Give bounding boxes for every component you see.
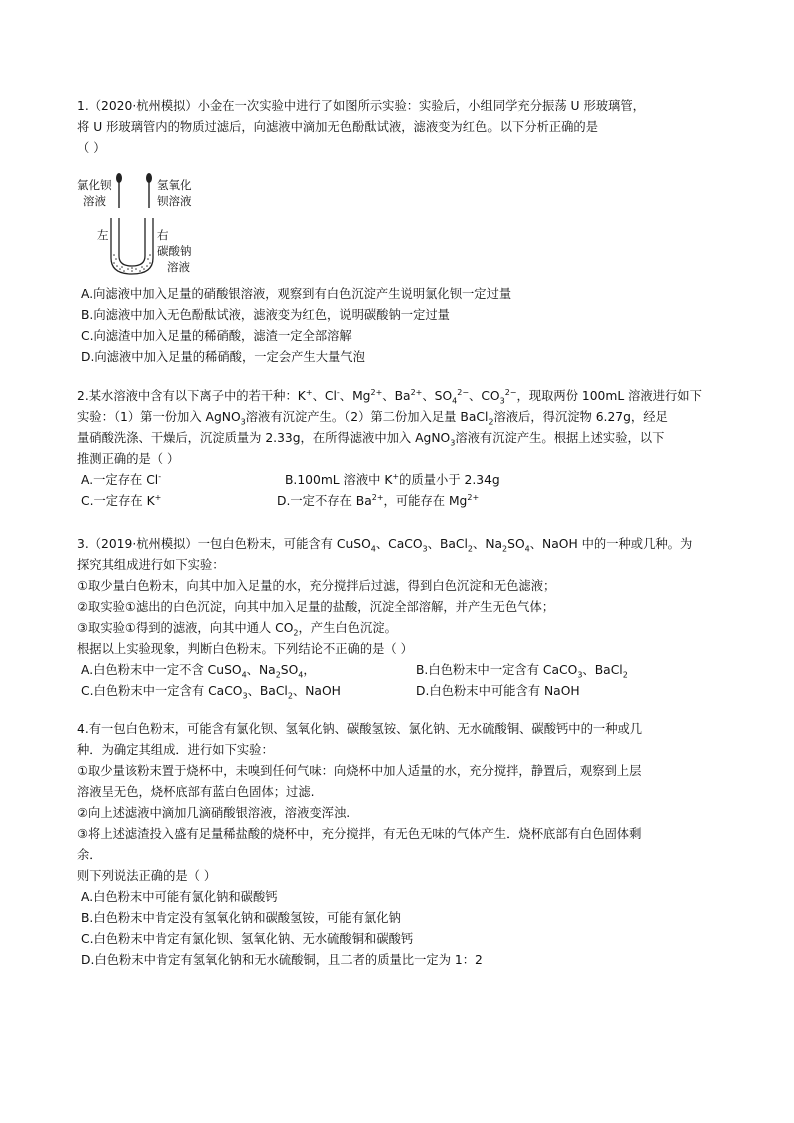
q1-stem-line-2: 将 U 形玻璃管内的物质过滤后，向滤液中滴加无色酚酞试液，滤液变为红色。以下分析正确的是: [77, 120, 598, 134]
q4-option-d[interactable]: D.白色粉末中肯定有氢氧化钠和无水硫酸铜，且二者的质量比一定为 1：2: [81, 953, 483, 967]
sub: 3: [422, 544, 428, 554]
q4-step-3b: 余．: [77, 848, 102, 862]
q2-stem-line-4: 推测正确的是（ ）: [77, 452, 180, 466]
u-tube-figure: [77, 170, 207, 280]
q2-option-c[interactable]: [81, 494, 161, 508]
q2-stem-line-3: [77, 428, 717, 449]
q3-text: ，产生白色沉淀。: [298, 621, 397, 635]
q3-stem-line-1: [77, 534, 717, 555]
q2-text: 溶液后，得沉淀物 6.27g，经足: [493, 410, 668, 424]
q3-stem-line-6: 根据以上实验现象，判断白色粉末。下列结论不正确的是（ ）: [77, 642, 413, 656]
label-barium-hydroxide-1: 氢氧化: [157, 178, 192, 192]
q3-option-a[interactable]: [81, 663, 316, 680]
label-barium-hydroxide-2: 钡溶液: [157, 194, 192, 208]
q4-question: 则下列说法正确的是（ ）: [77, 869, 217, 883]
q3-text: 3.（2019·杭州模拟）一包白色粉末，可能含有 CuSO: [77, 537, 371, 551]
q2-text: 、Ba: [382, 389, 411, 403]
u-tube-inner: [119, 218, 145, 266]
q4-stem-line-2: 种．为确定其组成．进行如下实验：: [77, 743, 274, 757]
sub: 2: [275, 670, 281, 680]
q4-step-1b: 溶液呈无色，烧杯底部有蓝白色固体；过滤.: [77, 785, 315, 799]
sub: 2: [488, 417, 494, 427]
q1-stem-line-3: （ ）: [77, 141, 106, 155]
sup: +: [154, 492, 162, 502]
sub: 4: [370, 544, 376, 554]
sub: 2: [467, 544, 474, 554]
q3-text: ③取实验①得到的滤液，向其中通人 CO: [77, 621, 294, 635]
q1-option-c[interactable]: C.向滤渣中加入足量的稀硝酸，滤渣一定全部溶解: [81, 329, 352, 343]
sup: +: [392, 471, 400, 481]
q2-text: 2.某水溶液中含有以下离子中的若干种：K: [77, 389, 306, 403]
sup: 2+: [370, 387, 383, 397]
q2-text: 、SO: [422, 389, 453, 403]
sup: 2+: [467, 492, 480, 502]
q2-text: ，可能存在 Mg: [383, 494, 468, 508]
sub: 4: [524, 544, 530, 554]
q2-stem-line-1: [77, 386, 717, 407]
q2-text: 的质量小于 2.34g: [399, 473, 500, 487]
q4-step-2: ②向上述滤液中滴加几滴硝酸银溶液，溶液变浑浊.: [77, 806, 351, 820]
q4-option-c[interactable]: C.白色粉末中肯定有氯化钡、氢氧化钠、无水硫酸铜和碳酸钙: [81, 932, 414, 946]
q4-option-b[interactable]: B.白色粉末中肯定没有氢氧化钠和碳酸氢铵，可能有氯化钠: [81, 911, 401, 925]
sub: 3: [499, 396, 505, 406]
question-2: [77, 386, 717, 512]
label-sodium-carbonate-2: 溶液: [167, 260, 190, 274]
q3-step-3: [77, 618, 717, 639]
q3-step-2: ②取实验①滤出的白色沉淀，向其中加入足量的盐酸，沉淀全部溶解，并产生无色气体；: [77, 600, 555, 614]
q2-text: 溶液有沉淀产生。（2）第二份加入足量 BaCl: [245, 410, 489, 424]
question-3: [77, 534, 717, 702]
q3-text: C.白色粉末中一定含有 CaCO: [81, 684, 243, 698]
q3-text: 、BaCl: [582, 663, 623, 677]
q3-text: 、Na: [246, 663, 276, 677]
q1-options: [77, 284, 717, 368]
sub: 3: [242, 691, 248, 701]
q3-options-row-1: [77, 660, 717, 681]
q2-text: 、CO: [469, 389, 500, 403]
q4-step-3a: ③将上述滤渣投入盛有足量稀盐酸的烧杯中，充分搅拌，有无色无味的气体产生．烧杯底部有白色固体剩: [77, 827, 642, 841]
sup: 2+: [410, 387, 423, 397]
q3-options-row-2: [77, 681, 717, 702]
q3-text: 、CaCO: [375, 537, 423, 551]
q3-step-1: ①取少量白色粉末，向其中加入足量的水，充分搅拌后过滤，得到白色沉淀和无色滤液；: [77, 579, 556, 593]
label-right-side: 右: [157, 228, 169, 242]
q4-stem-line-1: 4.有一包白色粉末，可能含有氯化钡、氢氧化钠、碳酸氢铵、氯化钠、无水硫酸铜、碳酸钙中的一种或几: [77, 722, 643, 736]
q3-option-d[interactable]: D.白色粉末中可能含有 NaOH: [416, 684, 580, 698]
q2-text: D.一定不存在 Ba: [277, 494, 372, 508]
q2-text: 溶液有沉淀产生。根据上述实验，以下: [455, 431, 665, 445]
label-barium-chloride-1: 氯化钡: [77, 178, 112, 192]
q1-option-d[interactable]: D.向滤液中加入足量的稀硝酸，一定会产生大量气泡: [81, 350, 365, 364]
q2-text: B.100mL 溶液中 K: [285, 473, 393, 487]
sup: 2+: [371, 492, 384, 502]
q2-option-a[interactable]: [81, 473, 161, 487]
sup: 2−: [504, 387, 517, 397]
sup: +: [305, 387, 313, 397]
q3-option-b[interactable]: [416, 660, 628, 681]
question-1: [77, 96, 717, 159]
sub: 2: [287, 691, 293, 701]
label-barium-chloride-2: 溶液: [83, 194, 106, 208]
sub: 4: [452, 396, 458, 406]
q2-text: C.一定存在 K: [81, 494, 155, 508]
sub: 2: [622, 670, 628, 680]
q1-stem-line-1: 1.（2020·杭州模拟）小金在一次实验中进行了如图所示实验：实验后，小组同学充分振荡 U 形玻璃管，: [77, 99, 645, 113]
q2-text: ，现取两份 100mL 溶液进行如下: [516, 389, 702, 403]
label-left-side: 左: [97, 228, 109, 242]
question-4: [77, 719, 717, 971]
q3-text: SO: [280, 663, 299, 677]
label-sodium-carbonate-1: 碳酸钠: [157, 244, 192, 258]
q2-text: 、Mg: [339, 389, 371, 403]
sub: 2: [502, 544, 508, 554]
q2-text: A.一定存在 Cl: [81, 473, 159, 487]
q3-text: 、NaOH 中的一种或几种。为: [529, 537, 693, 551]
q2-options-row-1: [77, 470, 717, 491]
right-dropper-bulb: [146, 173, 152, 183]
q3-text: ，: [303, 663, 316, 677]
sub: 4: [298, 670, 304, 680]
q3-option-c[interactable]: [81, 684, 341, 701]
q2-text: 、Cl: [312, 389, 337, 403]
q2-option-b[interactable]: [285, 470, 500, 491]
q3-text: 、Na: [473, 537, 503, 551]
q3-text: A.白色粉末中一定不含 CuSO: [81, 663, 242, 677]
q4-step-1a: ①取少量该粉末置于烧杯中，未嗅到任何气味：向烧杯中加人适量的水，充分搅拌，静置后，观察到上层: [77, 764, 642, 778]
q4-option-a[interactable]: A.白色粉末中可能有氯化钠和碳酸钙: [81, 890, 278, 904]
q2-option-d[interactable]: [277, 491, 479, 512]
sub: 3: [577, 670, 583, 680]
q2-text: 量硝酸洗涤、干燥后，沉淀质量为 2.33g，在所得滤液中加入 AgNO: [77, 431, 451, 445]
sub: 4: [241, 670, 247, 680]
q1-option-b[interactable]: B.向滤液中加入无色酚酞试液，滤液变为红色，说明碳酸钠一定过量: [81, 308, 450, 322]
sup: -: [336, 387, 340, 397]
q1-option-a[interactable]: A.向滤液中加入足量的硝酸银溶液，观察到有白色沉淀产生说明氯化钡一定过量: [81, 287, 512, 301]
q3-text: 、BaCl: [427, 537, 468, 551]
sup: 2−: [457, 387, 470, 397]
u-tube-liquid: [112, 252, 152, 273]
q2-text: 实验：（1）第一份加入 AgNO: [77, 410, 241, 424]
left-dropper-bulb: [116, 173, 122, 183]
q3-text: 、BaCl: [247, 684, 288, 698]
q3-text: 、NaOH: [292, 684, 341, 698]
q3-stem-line-2: 探究其组成进行如下实验：: [77, 558, 225, 572]
q3-text: B.白色粉末中一定含有 CaCO: [416, 663, 578, 677]
q2-stem-line-2: [77, 407, 717, 428]
sub: 3: [240, 417, 246, 427]
sup: -: [158, 471, 162, 481]
q3-text: SO: [507, 537, 525, 551]
sub: 2: [293, 628, 299, 638]
q2-options-row-2: [77, 491, 717, 512]
sub: 3: [450, 438, 456, 448]
